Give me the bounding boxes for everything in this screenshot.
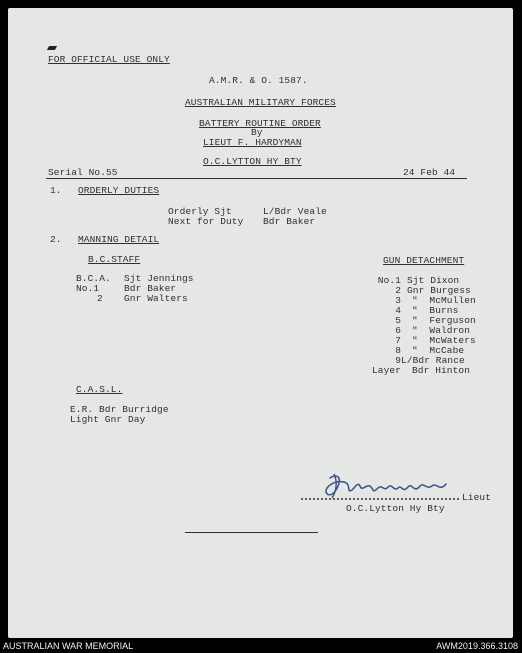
gun-name: " McCabe (412, 345, 465, 356)
end-rule (185, 532, 318, 533)
gun-name: Gnr Burgess (407, 285, 471, 296)
gun-name: " McMullen (412, 295, 476, 306)
gun-no: Layer (371, 365, 401, 376)
signature-rank: Lieut (462, 492, 492, 503)
gun-name: " Waldron (412, 325, 471, 336)
bc-staff-name: Gnr Walters (124, 293, 188, 304)
section-2-number: 2. (50, 234, 62, 245)
gun-detachment-heading: GUN DETACHMENT (383, 255, 465, 266)
bc-staff-heading: B.C.STAFF (88, 254, 141, 265)
signature-line (300, 498, 460, 500)
section-2-heading: MANNING DETAIL (78, 234, 160, 245)
serial-number: Serial No.55 (48, 167, 118, 178)
order-title: BATTERY ROUTINE ORDER (199, 118, 321, 129)
gun-name: " McWaters (412, 335, 476, 346)
bc-staff-role: 2 (97, 293, 103, 304)
section-1-number: 1. (50, 185, 62, 196)
unit-line: O.C.LYTTON HY BTY (203, 156, 302, 167)
footer-institution: AUSTRALIAN WAR MEMORIAL (3, 641, 134, 651)
casl-heading: C.A.S.L. (76, 384, 123, 395)
footer-accession-number: AWM2019.366.3108 (436, 641, 518, 651)
classification: FOR OFFICIAL USE ONLY (48, 54, 170, 65)
duty-name: Bdr Baker (263, 216, 316, 227)
bc-staff-name: Bdr Baker (124, 283, 177, 294)
gun-name: Bdr Hinton (412, 365, 471, 376)
casl-row: E.R. Bdr Burridge (70, 404, 169, 415)
gun-no: 9 (395, 355, 401, 366)
gun-name: " Ferguson (412, 315, 476, 326)
duty-role: Orderly Sjt (168, 206, 232, 217)
bc-staff-role: B.C.A. (76, 273, 111, 284)
organisation: AUSTRALIAN MILITARY FORCES (185, 97, 336, 108)
gun-no: 8 (395, 345, 401, 356)
gun-no: 2 (395, 285, 401, 296)
header-rule (46, 178, 467, 179)
by-label: By (251, 127, 263, 138)
casl-row: Light Gnr Day (70, 414, 146, 425)
gun-no: 3 (395, 295, 401, 306)
duty-role: Next for Duty (168, 216, 244, 227)
gun-no: No.1 (377, 275, 401, 286)
gun-no: 7 (395, 335, 401, 346)
signature-unit: O.C.Lytton Hy Bty (346, 503, 445, 514)
duty-name: L/Bdr Veale (263, 206, 327, 217)
gun-name: L/Bdr Rance (401, 355, 465, 366)
gun-no: 5 (395, 315, 401, 326)
order-date: 24 Feb 44 (403, 167, 456, 178)
gun-no: 4 (395, 305, 401, 316)
bc-staff-name: Sjt Jennings (124, 273, 194, 284)
author: LIEUT F. HARDYMAN (203, 137, 302, 148)
gun-no: 6 (395, 325, 401, 336)
bc-staff-role: No.1 (76, 283, 100, 294)
gun-name: " Burns (412, 305, 459, 316)
section-1-heading: ORDERLY DUTIES (78, 185, 160, 196)
reference: A.M.R. & O. 1587. (209, 75, 308, 86)
gun-name: Sjt Dixon (407, 275, 460, 286)
